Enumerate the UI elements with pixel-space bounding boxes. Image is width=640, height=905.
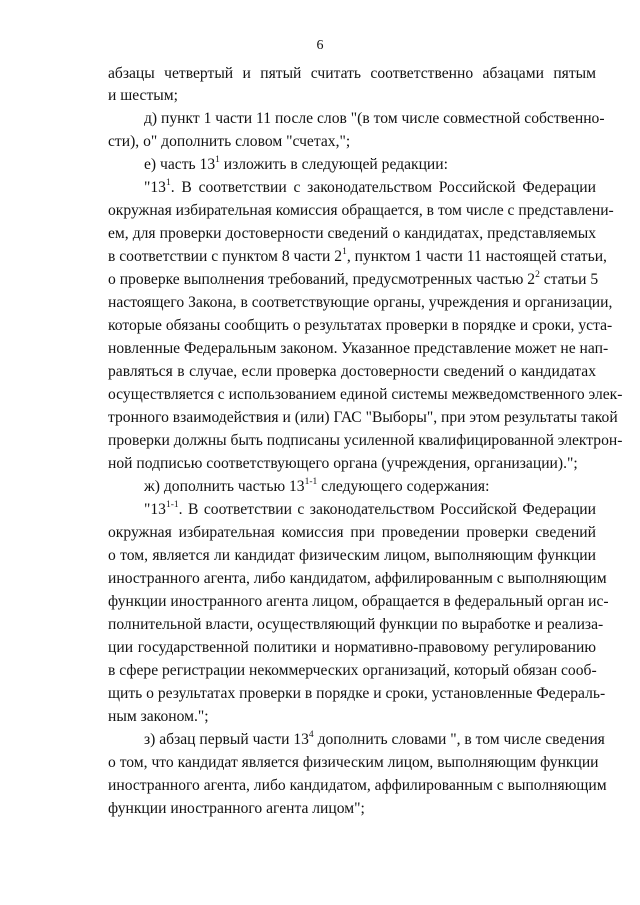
paragraph-line: равляться в случае, если проверка достоверности сведений о кандидатах	[108, 363, 596, 380]
paragraph-line: "$13^1$. В соответствии с законодательством Российской Федерации	[144, 177, 596, 196]
page-number: 6	[316, 38, 324, 53]
superscript: 1	[342, 246, 347, 257]
paragraph-line: ем, для проверки достоверности сведений о кандидатах, представляемых	[108, 225, 596, 242]
paragraph-line: ж) дополнить частью 13$^{1-1}$ следующего содержания:	[144, 476, 490, 495]
paragraph-line: новленные Федеральным законом. Указанное представление может не нап-	[108, 340, 609, 357]
superscript: 4	[308, 729, 314, 740]
paragraph-line: з) абзац первый части $13^4$ дополнить словами ", в том числе сведения	[144, 729, 605, 748]
paragraph-line: полнительной власти, осуществляющий функции по выработке и реализа-	[108, 616, 604, 633]
paragraph-line: тронного взаимодействия и (или) ГАС "Выборы", при этом результаты такой	[108, 409, 618, 426]
superscript: 1-1	[304, 476, 318, 487]
paragraph-line: иностранного агента, либо кандидатом, аффилированным с выполняющим	[108, 777, 607, 794]
paragraph-line: окружная избирательная комиссия обращается, в том числе с представлени-	[108, 202, 614, 219]
paragraph-line: и шестым;	[108, 87, 178, 104]
paragraph-line: ной подписью соответствующего органа (учреждения, организации).";	[108, 455, 578, 472]
paragraph-line: иностранного агента, либо кандидатом, аффилированным с выполняющим	[108, 570, 607, 587]
paragraph-line: ным законом.";	[108, 708, 209, 725]
paragraph-line: проверки должны быть подписаны усиленной квалифицированной электрон-	[108, 432, 623, 449]
paragraph-line: ции государственной политики и нормативно-правовому регулированию	[108, 639, 596, 656]
paragraph-line: "13$^{1-1}$. В соответствии с законодательством Российской Федерации	[144, 499, 596, 518]
paragraph-line: щить о результатах проверки в порядке и сроки, установленные Федераль-	[108, 685, 606, 702]
paragraph-line: в соответствии с пунктом 8 части $2^1$, пунктом 1 части 11 настоящей статьи,	[108, 246, 607, 265]
superscript: 1	[215, 154, 220, 165]
paragraph-line: окружная избирательная комиссия при проведении проверки сведений	[108, 524, 596, 541]
paragraph-line: е) часть $13^1$ изложить в следующей редакции:	[144, 154, 448, 173]
paragraph-line: настоящего Закона, в соответствующие органы, учреждения и организации,	[108, 294, 613, 311]
superscript: 1	[165, 177, 171, 188]
superscript: 1-1	[165, 499, 179, 510]
paragraph-line: о том, что кандидат является физическим лицом, выполняющим функции	[108, 754, 599, 771]
paragraph-line: о проверке выполнения требований, предусмотренных частью $2^2$ статьи 5	[108, 269, 599, 288]
paragraph-line: о том, является ли кандидат физическим лицом, выполняющим функции	[108, 547, 596, 564]
paragraph-line: осуществляется с использованием единой системы межведомственного элек-	[108, 386, 623, 403]
paragraph-line: д) пункт 1 части 11 после слов "(в том числе совместной собственно-	[144, 110, 605, 127]
paragraph-line: функции иностранного агента лицом, обращается в федеральный орган ис-	[108, 593, 609, 610]
paragraph-line: сти), о" дополнить словом "счетах,";	[108, 133, 351, 150]
paragraph-line: абзацы четвертый и пятый считать соответственно абзацами пятым	[108, 65, 596, 82]
paragraph-line: которые обязаны сообщить о результатах проверки в порядке и сроки, уста-	[108, 317, 613, 334]
paragraph-line: функции иностранного агента лицом";	[108, 800, 365, 817]
superscript: 2	[535, 269, 540, 280]
paragraph-line: в сфере регистрации некоммерческих организаций, который обязан сооб-	[108, 662, 597, 679]
